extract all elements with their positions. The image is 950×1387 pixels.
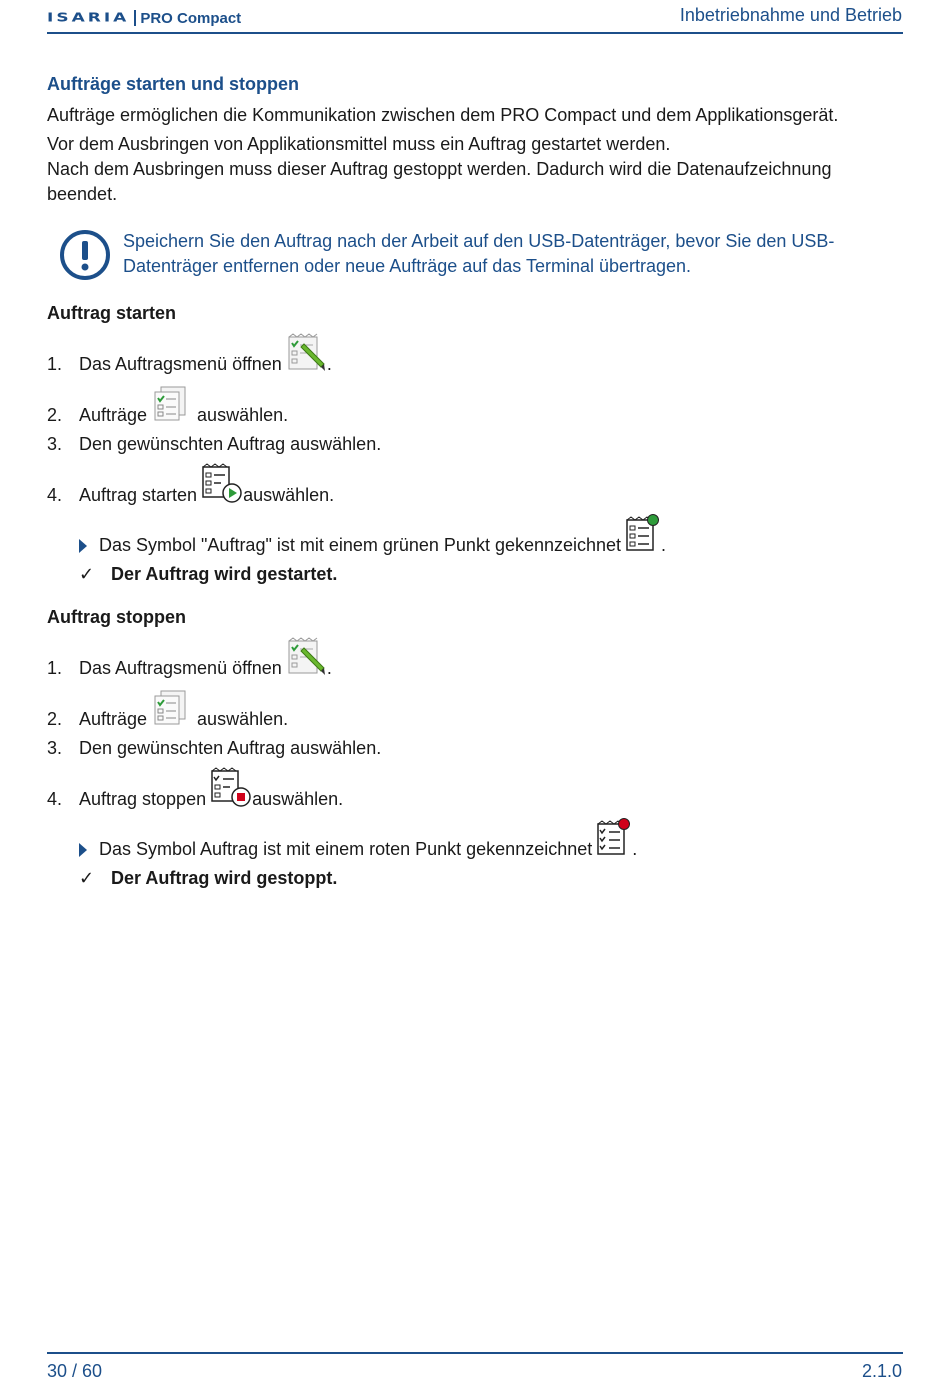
start-order-icon [201, 463, 243, 510]
checkmark-icon: ✓ [79, 564, 95, 584]
header-section-title: Inbetriebnahme und Betrieb [679, 5, 902, 25]
logo-brand: ISARIA [47, 10, 130, 26]
step-number: 4. [47, 484, 63, 505]
result-text: Das Symbol Auftrag ist mit einem roten Punkt gekennzeichnet [99, 839, 593, 859]
step-text: Das Auftragsmenü öffnen [79, 353, 282, 374]
step-number: 1. [47, 657, 63, 678]
note-text: Speichern Sie den Auftrag nach der Arbeit auf den USB-Datenträger, bevor Sie den USB-Datenträger entfernen oder neue Aufträge auf das Terminal übertragen. [123, 231, 835, 276]
order-active-icon [625, 514, 661, 559]
page-number: 30 / 60 [47, 1361, 103, 1381]
step-number: 2. [47, 708, 63, 729]
intro-paragraph-2: Vor dem Ausbringen von Applikationsmittel muss ein Auftrag gestartet werden. [47, 134, 671, 154]
stop-step-2 [47, 704, 288, 734]
order-menu-icon [287, 637, 327, 682]
stop-order-icon [210, 767, 252, 814]
check-text: Der Auftrag wird gestoppt. [111, 868, 338, 888]
step-text: Aufträge [79, 708, 148, 729]
start-heading: Auftrag starten [47, 303, 177, 323]
stop-step-4 [47, 784, 343, 814]
step-text-after: auswählen. [197, 708, 289, 729]
step-text: Das Auftragsmenü öffnen [79, 657, 282, 678]
section-heading: Aufträge starten und stoppen [47, 74, 300, 94]
step-text: Aufträge [79, 404, 148, 425]
stop-step-3 [47, 733, 381, 763]
step-text: Den gewünschten Auftrag auswählen. [79, 433, 382, 454]
step-text-after: auswählen. [197, 404, 289, 425]
step-number: 3. [47, 433, 63, 454]
start-result [79, 532, 666, 559]
logo-product: PRO Compact [140, 9, 242, 27]
stop-step-1 [47, 653, 332, 683]
start-check [79, 564, 337, 585]
check-text: Der Auftrag wird gestartet. [111, 564, 338, 584]
start-step-1 [47, 349, 332, 379]
step-text-after: auswählen. [252, 788, 344, 809]
logo-divider [134, 10, 136, 26]
step-number: 4. [47, 788, 63, 809]
result-text-after: . [632, 839, 638, 859]
step-text-after: . [326, 657, 332, 678]
step-text: Auftrag stoppen [79, 788, 207, 809]
step-text-after: auswählen. [243, 484, 335, 505]
start-step-2 [47, 400, 288, 430]
result-arrow-icon [79, 539, 87, 553]
checkmark-icon: ✓ [79, 868, 95, 888]
start-step-4 [47, 480, 334, 510]
orders-list-icon [153, 386, 187, 427]
step-number: 3. [47, 737, 63, 758]
start-step-3 [47, 429, 381, 459]
order-stopped-icon [596, 818, 632, 863]
stop-result [79, 836, 637, 863]
order-menu-icon [287, 333, 327, 378]
header-rule [47, 32, 903, 34]
orders-list-icon [153, 690, 187, 731]
step-number: 1. [47, 353, 63, 374]
step-text: Auftrag starten [79, 484, 198, 505]
step-number: 2. [47, 404, 63, 425]
document-version: 2.1.0 [861, 1361, 902, 1381]
intro-paragraph-3: Nach dem Ausbringen muss dieser Auftrag gestoppt werden. Dadurch wird die Datenaufzeichnung beendet. [47, 159, 832, 204]
result-text-after: . [661, 535, 667, 555]
result-arrow-icon [79, 843, 87, 857]
important-icon [59, 229, 111, 286]
header-logo [47, 6, 241, 30]
footer-rule [47, 1352, 903, 1354]
step-text: Den gewünschten Auftrag auswählen. [79, 737, 382, 758]
result-text: Das Symbol "Auftrag" ist mit einem grünen Punkt gekennzeichnet [99, 535, 622, 555]
stop-heading: Auftrag stoppen [47, 607, 186, 627]
step-text-after: . [326, 353, 332, 374]
intro-paragraph-1: Aufträge ermöglichen die Kommunikation zwischen dem PRO Compact und dem Applikationsgerät. [47, 105, 839, 125]
stop-check [79, 868, 337, 889]
